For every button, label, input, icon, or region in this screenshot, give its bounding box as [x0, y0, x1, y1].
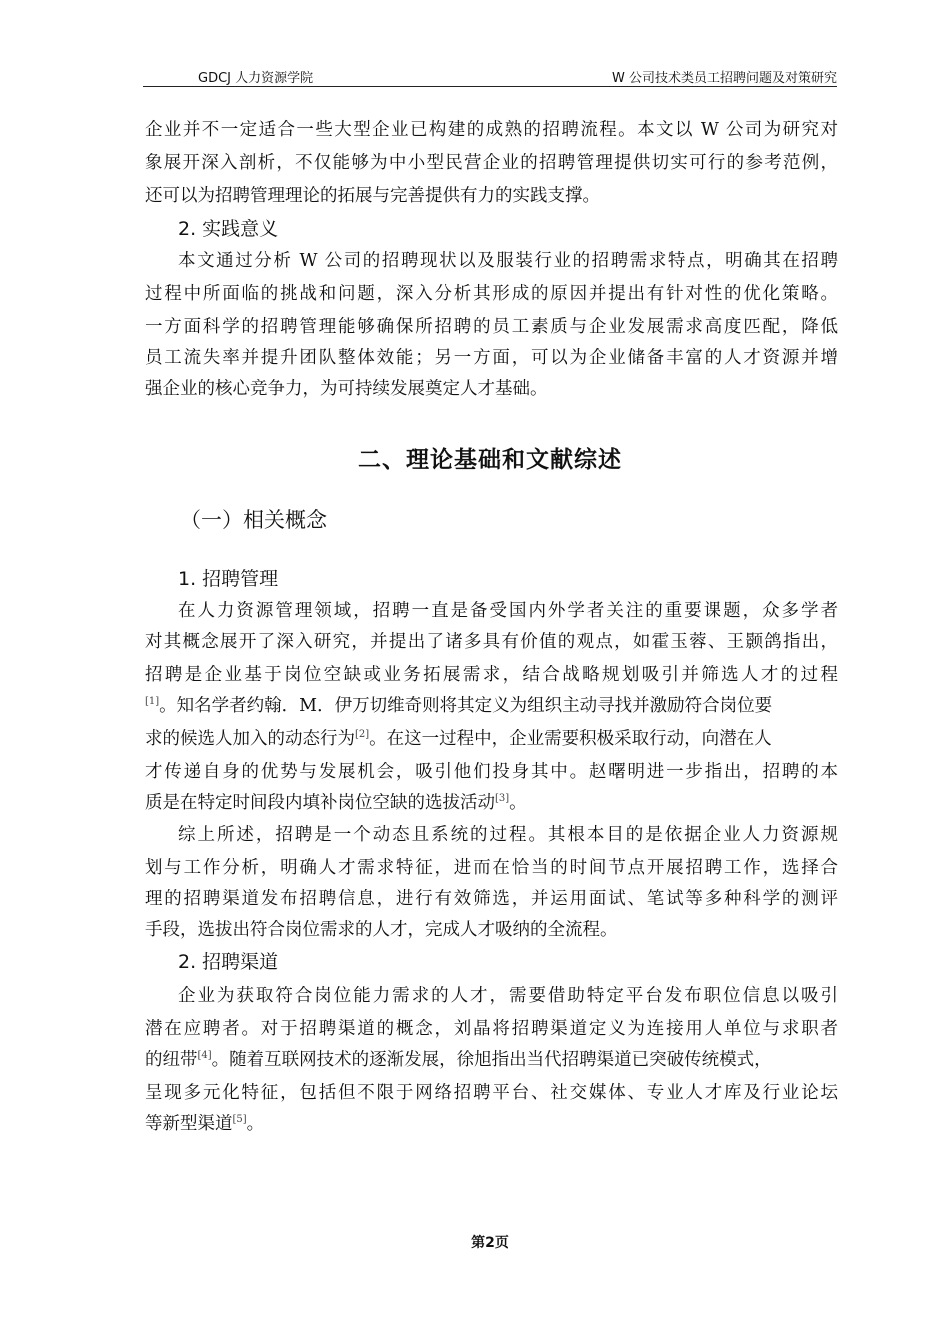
page-header	[143, 64, 837, 87]
paragraph-text: 等新型渠道	[145, 1114, 233, 1134]
section-title: （一）相关概念	[180, 508, 327, 532]
paragraph-line: 一方面科学的招聘管理能够确保所招聘的员工素质与企业发展需求高度匹配，降低	[145, 317, 838, 337]
paragraph-line: 本文通过分析 W 公司的招聘现状以及服装行业的招聘需求特点，明确其在招聘	[178, 251, 838, 271]
paragraph-text: 。	[246, 1114, 265, 1134]
paragraph-line	[145, 1116, 264, 1134]
paragraph-text: 求的候选人加入的动态行为	[145, 729, 355, 749]
paragraph-line: 企业并不一定适合一些大型企业已构建的成熟的招聘流程。本文以 W 公司为研究对	[145, 120, 838, 140]
paragraph-text: 。随着互联网技术的逐渐发展，徐旭指出当代招聘渠道已突破传统模式，	[211, 1050, 772, 1070]
paragraph-text: 。在这一过程中，企业需要积极采取行动，向潜在人	[369, 729, 772, 749]
paragraph-line: 强企业的核心竞争力，为可持续发展奠定人才基础。	[145, 379, 548, 399]
paragraph-line: 在人力资源管理领域，招聘一直是备受国内外学者关注的重要课题，众多学者	[178, 601, 838, 621]
page-number: 第2页	[471, 1235, 509, 1251]
paragraph-text: 质是在特定时间段内填补岗位空缺的选拔活动	[145, 793, 495, 813]
header-paper-title: W 公司技术类员工招聘问题及对策研究	[612, 71, 837, 86]
citation-ref: [2]	[355, 729, 370, 741]
citation-ref: [4]	[197, 1050, 212, 1062]
paragraph-line	[145, 731, 772, 749]
subheading-channels: 2. 招聘渠道	[178, 951, 279, 973]
paragraph-line: 对其概念展开了深入研究，并提出了诸多具有价值的观点，如霍玉蓉、王颢鸽指出，	[145, 632, 838, 652]
paragraph-line	[145, 1052, 772, 1070]
header-school: GDCJ 人力资源学院	[198, 71, 314, 86]
paragraph-line: 综上所述，招聘是一个动态且系统的过程。其根本目的是依据企业人力资源规	[178, 825, 838, 845]
paragraph-text: 的纽带	[145, 1050, 198, 1070]
chapter-title: 二、理论基础和文献综述	[358, 447, 622, 473]
paragraph-line: 过程中所面临的挑战和问题，深入分析其形成的原因并提出有针对性的优化策略。	[145, 284, 838, 304]
paragraph-line: 象展开深入剖析，不仅能够为中小型民营企业的招聘管理提供切实可行的参考范例，	[145, 153, 838, 173]
paragraph-line	[145, 698, 772, 716]
paragraph-line: 还可以为招聘管理理论的拓展与完善提供有力的实践支撑。	[145, 186, 600, 206]
paragraph-line: 才传递自身的优势与发展机会，吸引他们投身其中。赵曙明进一步指出，招聘的本	[145, 762, 838, 782]
paragraph-line: 招聘是企业基于岗位空缺或业务拓展需求，结合战略规划吸引并筛选人才的过程	[145, 665, 838, 685]
citation-ref: [1]	[145, 696, 160, 708]
paragraph-line: 企业为获取符合岗位能力需求的人才，需要借助特定平台发布职位信息以吸引	[178, 986, 838, 1006]
subheading-recruitment: 1. 招聘管理	[178, 568, 279, 590]
paragraph-line: 理的招聘渠道发布招聘信息，进行有效筛选，并运用面试、笔试等多种科学的测评	[145, 889, 838, 909]
paragraph-text: 。	[509, 793, 527, 813]
subheading-practice: 2. 实践意义	[178, 218, 279, 240]
paragraph-line	[145, 795, 527, 813]
paragraph-text: 。知名学者约翰．M．伊万切维奇则将其定义为组织主动寻找并激励符合岗位要	[159, 696, 773, 716]
paragraph-line: 呈现多元化特征，包括但不限于网络招聘平台、社交媒体、专业人才库及行业论坛	[145, 1083, 838, 1103]
paragraph-line: 员工流失率并提升团队整体效能；另一方面，可以为企业储备丰富的人才资源并增	[145, 348, 838, 368]
paragraph-line: 划与工作分析，明确人才需求特征，进而在恰当的时间节点开展招聘工作，选择合	[145, 858, 838, 878]
paragraph-line: 手段，选拔出符合岗位需求的人才，完成人才吸纳的全流程。	[145, 920, 618, 940]
paragraph-line: 潜在应聘者。对于招聘渠道的概念，刘晶将招聘渠道定义为连接用人单位与求职者	[145, 1019, 838, 1039]
citation-ref: [3]	[495, 793, 510, 805]
citation-ref: [5]	[232, 1114, 247, 1126]
